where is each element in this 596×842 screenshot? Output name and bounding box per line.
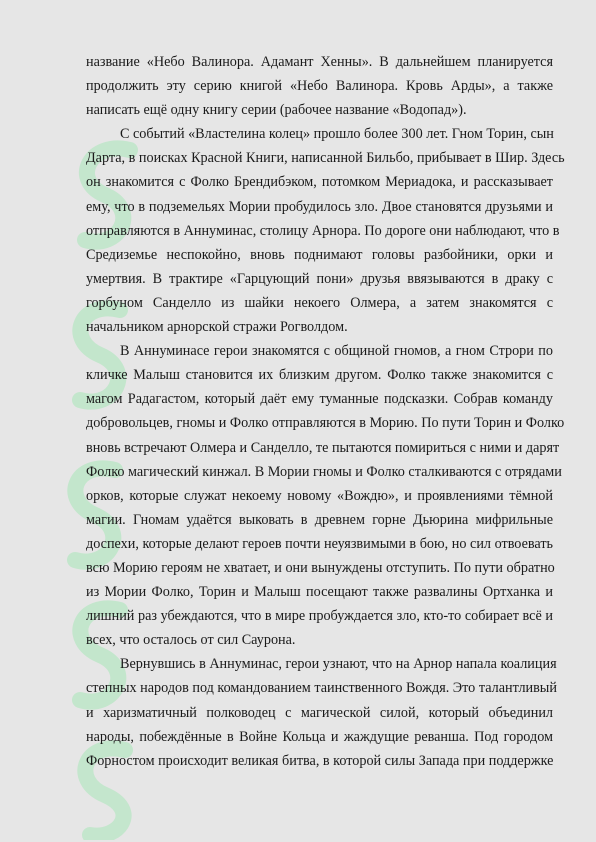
text-line: добровольцев, гномы и Фолко отправляются в Морию. По пути Торин и Фолко <box>86 415 565 432</box>
text-line: Дарта, в поисках Красной Книги, написанной Бильбо, прибывает в Шир. Здесь <box>86 150 565 167</box>
paragraph <box>86 50 553 122</box>
text-line: Средиземье неспокойно, вновь поднимают головы разбойники, орки и <box>86 246 553 263</box>
text-line: народы, побеждённые в Войне Кольца и жаждущие реванша. Под городом <box>86 728 553 745</box>
text-line: начальником арнорской стражи Рогволдом. <box>86 319 348 336</box>
text-line: вновь встречают Олмера и Санделло, те пытаются помириться с ними и дарят <box>86 439 560 456</box>
text-line: он знакомится с Фолко Брендибэком, потомком Мериадока, и рассказывает <box>86 174 553 191</box>
text-line: Форностом происходит великая битва, в которой силы Запада при поддержке <box>86 752 554 769</box>
paragraph <box>86 339 565 652</box>
text-line: В Аннуминасе герои знакомятся с общиной гномов, а гном Строри по <box>120 343 553 360</box>
text-line: магом Радагастом, который даёт ему туманные подсказки. Собрав команду <box>86 391 553 408</box>
text-line: Фолко магический кинжал. В Мории гномы и Фолко сталкиваются с отрядами <box>86 463 562 480</box>
text-line: орков, которые служат некоему новому «Вождю», и проявлениями тёмной <box>86 487 553 504</box>
text-line: ему, что в подземельях Мории пробудилось зло. Двое становятся друзьями и <box>86 198 553 215</box>
text-line: из Мории Фолко, Торин и Малыш посещают также развалины Ортханка и <box>86 584 553 601</box>
paragraph <box>86 122 565 339</box>
body-text <box>86 50 565 773</box>
text-line: доспехи, которые делают героев почти неуязвимыми в бою, но сил отвоевать <box>86 535 553 552</box>
text-line: Вернувшись в Аннуминас, герои узнают, что на Арнор напала коалиция <box>120 656 557 673</box>
text-line: магии. Гномам удаётся выковать в древнем горне Дьюрина мифрильные <box>86 511 553 528</box>
text-line: кличке Малыш становится их близким другом. Фолко также знакомится с <box>86 367 553 384</box>
text-line: лишний раз убеждаются, что в мире пробуждается зло, кто-то собирает всё и <box>86 608 553 625</box>
text-line: горбуном Санделло из шайки некоего Олмера, а затем знакомятся с <box>86 294 553 311</box>
text-line: С событий «Властелина колец» прошло более 300 лет. Гном Торин, сын <box>120 126 554 143</box>
text-line: степных народов под командованием таинственного Вождя. Это талантливый <box>86 680 557 697</box>
text-line: всю Морию героям не хватает, и они вынуждены отступить. По пути обратно <box>86 559 555 576</box>
text-line: отправляются в Аннуминас, столицу Арнора. По дороге они наблюдают, что в <box>86 222 560 239</box>
text-line: умертвия. В трактире «Гарцующий пони» друзья ввязываются в драку с <box>86 270 553 287</box>
text-line: всех, что осталось от сил Саурона. <box>86 632 296 649</box>
text-line: написать ещё одну книгу серии (рабочее название «Водопад»). <box>86 102 467 119</box>
text-line: название «Небо Валинора. Адамант Хенны». В дальнейшем планируется <box>86 54 553 70</box>
paragraph <box>86 652 557 772</box>
text-line: и харизматичный полководец с магической силой, который объединил <box>86 704 553 721</box>
text-line: продолжить эту серию книгой «Небо Валинора. Кровь Арды», а также <box>86 78 553 95</box>
